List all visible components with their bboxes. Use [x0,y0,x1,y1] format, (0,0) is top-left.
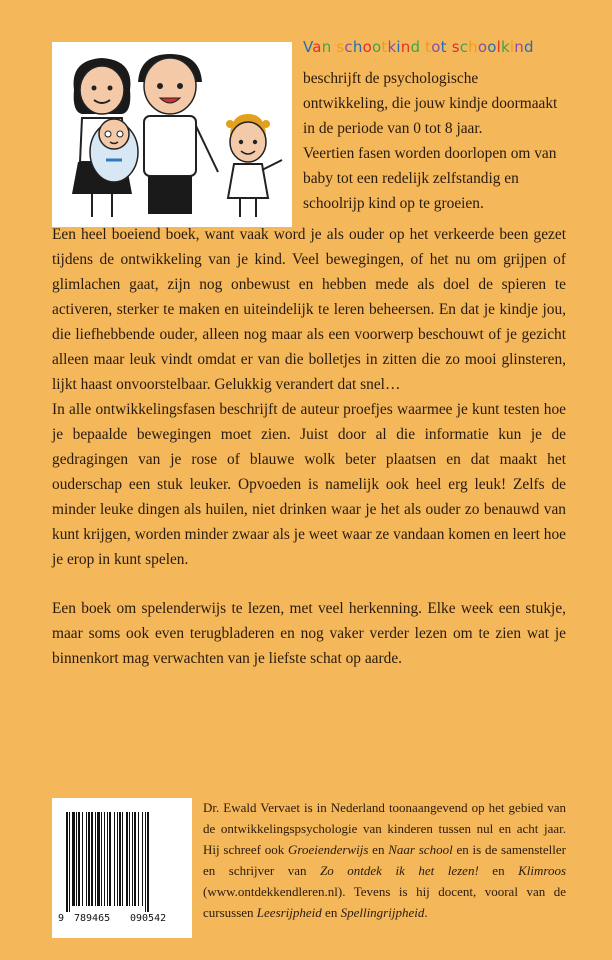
title-letter: n [514,38,525,56]
title-letter: t [425,38,432,56]
barcode-bar [78,812,80,906]
title-letter: i [509,38,515,56]
title-letter: s [451,38,460,56]
title-letter: o [362,38,372,56]
book-reference: Zo ontdek ik het lezen! [320,863,479,878]
barcode-bar [147,812,149,912]
course-reference: Leesrijpheid [256,905,322,920]
barcode-bar [132,812,133,906]
title-letter: k [501,38,510,56]
title-letter: d [524,38,534,56]
title-letter: i [396,38,401,56]
title-letter: k [387,38,397,56]
bio-text: Dr. Ewald Vervaet is in Nederland toonaangevend op het gebied van de ontwikkelingspsychologie van kinderen tussen nul en acht jaar. Hij schreef ook [203,800,566,857]
father-figure [138,54,218,214]
barcode-bar [104,812,105,906]
barcode-bar [145,812,146,912]
title-letter: d [410,38,421,56]
barcode-bar [142,812,143,906]
barcode-bar [117,812,118,906]
bio-text: (www.ontdekkendleren.nl). Tevens is hij docent, vooral van de cursussen [203,884,566,920]
title-letter: o [371,38,382,56]
barcode-bar [122,812,123,906]
title-letter: o [487,38,497,56]
barcode-bar [95,812,96,906]
intro-paragraph: beschrijft de psychologische ontwikkeling, die jouw kindje doormaakt in de periode van 0 tot 8 jaar. [303,70,558,137]
barcode-bar [138,812,139,906]
barcode-bar [76,812,77,906]
barcode-bars [66,812,149,912]
title-letter: c [344,38,353,56]
body-paragraph: In alle ontwikkelingsfasen beschrijft de auteur proefjes waarmee je kunt testen hoe je bepaalde bewegingen moet zien. Juist door al die informatie kun je de gedragingen van je rose of blauwe wolk beter plaatsen en dat maakt het ouderschap een stuk leuker. Opvoeden is namelijk ook heel erg leuk! Zelfs de minder leuke dingen als huilen, niet drinken waar je het als ouder zo benauwd van kunt krijgen, worden minder zwaar als je weet waar ze vandaan komen en leert hoe je erop in kunt spelen. [52,401,566,568]
intro-paragraph: Veertien fasen worden doorlopen om van baby tot een redelijk zelfstandig en schoolrijp kind op te groeien. [303,145,557,212]
title-letter: V [303,38,313,56]
bio-text: en [478,863,519,878]
barcode-bar [97,812,100,906]
bio-text: . [424,905,428,920]
body-paragraph: Een boek om spelenderwijs te lezen, met veel herkenning. Elke week een stukje, maar soms ook even terugbladeren en nog vaker verder lezen om te zien wat je binnenkort mag verwachten van je liefste schat op aarde. [52,600,566,667]
barcode-bar [126,812,128,906]
title-letter: l [496,38,502,56]
family-illustration [52,42,292,227]
title-letter: s [336,38,345,56]
bio-text: en is de samensteller en schrijver van [203,842,566,878]
isbn-barcode [52,798,192,938]
title-letter: t [381,38,388,56]
title-letter: c [459,38,469,56]
title-letter: n [400,38,411,56]
barcode-bar [107,812,108,906]
course-reference: Spellingrijpheid [340,905,425,920]
barcode-digits-left: 789465 [74,913,111,924]
barcode-bar [101,812,102,906]
book-reference: Groeienderwijs [287,842,369,857]
barcode-bar [114,812,115,906]
barcode-bar [109,812,111,906]
title-letter: o [431,38,441,56]
body-text [52,222,566,671]
barcode-graphic [52,798,192,938]
book-reference: Naar school [388,842,453,857]
title-letter: a [312,38,322,56]
title-letter: t [440,38,447,56]
title-letter: h [468,38,478,56]
barcode-bar [134,812,136,906]
barcode-bar [69,812,70,912]
book-title [303,38,534,56]
bio-text: en [368,842,389,857]
body-paragraph: Een heel boeiend boek, want vaak word je als ouder op het verkeerde been gezet tijdens de ontwikkeling van je kind. Veel bewegingen, of het nu om grijpen of glimlachen gaat, zijn nog onbewust en hebben mede als doel de spieren te activeren, sterker te maken en uiteindelijk te leren beheersen. En dat je kindje jou, die liefhebbende ouder, alleen nog maar als een voorwerp beschouwt of je gezicht alleen maar leuk vindt omdat er van die bolletjes in zitten die zo mooi glinsteren, lijkt haast onvoorstelbaar. Gelukkig verandert dat snel… [52,226,566,393]
intro-text [303,66,565,216]
barcode-bar [129,812,130,906]
title-letter: n [321,38,332,56]
barcode-bar [66,812,68,912]
author-bio [203,797,566,923]
barcode-bar [72,812,75,906]
title-letter: h [352,38,363,56]
family-drawing [52,42,292,227]
barcode-bar [119,812,121,906]
barcode-bar [82,812,83,906]
barcode-bar [86,812,87,906]
book-reference: Klimroos [518,863,567,878]
barcode-bar [88,812,90,906]
author-bio-paragraph [203,797,566,923]
barcode-bar [91,812,93,906]
girl-figure [226,114,282,217]
barcode-digit-prefix: 9 [58,913,65,924]
bio-text: en [321,905,341,920]
title-letter: o [477,38,488,56]
barcode-digits-right: 090542 [130,913,167,924]
